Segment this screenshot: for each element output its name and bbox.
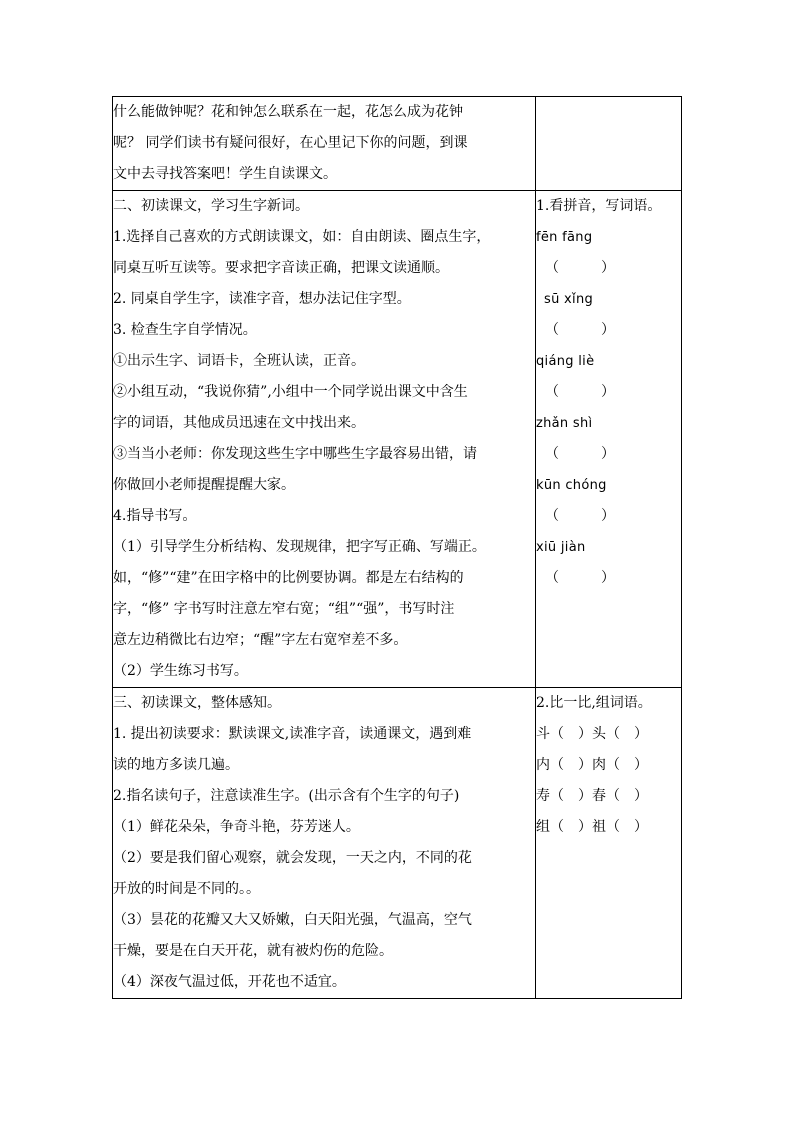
table-row-step-three xyxy=(113,688,682,999)
text-line: 文中去寻找答案吧！学生自读课文。 xyxy=(113,166,337,182)
text-line: 2. 同桌自学生字，读准字音，想办法记住字型。 xyxy=(113,291,411,307)
exercise-cell-pinyin xyxy=(536,191,682,688)
text-line: ③当当小老师：你发现这些生字中哪些生字最容易出错，请 xyxy=(113,446,477,462)
text-line: （4）深夜气温过低，开花也不适宜。 xyxy=(113,974,346,990)
answer-blank: （ ） xyxy=(545,508,615,524)
text-line: 1.选择自己喜欢的方式朗读课文，如：自由朗读、圈点生字， xyxy=(113,229,491,245)
text-line: 你做回小老师提醒提醒大家。 xyxy=(113,477,295,493)
text-line: ①出示生字、词语卡，全班认读，正音。 xyxy=(113,353,365,369)
text-line: （1）引导学生分析结构、发现规律，把字写正确、写端正。 xyxy=(113,539,486,555)
text-line: 开放的时间是不同的。。 xyxy=(113,881,260,897)
exercise-title: 1.看拼音，写词语。 xyxy=(536,198,662,214)
compare-row: 寿（ ）春（ ） xyxy=(536,788,648,804)
section-heading: 三、初读课文，整体感知。 xyxy=(113,695,281,711)
answer-blank: （ ） xyxy=(545,570,615,586)
text-line: （1）鲜花朵朵，争奇斗艳，芬芳迷人。 xyxy=(113,819,360,835)
text-line: ②小组互动，“我说你猜”,小组中一个同学说出课文中含生 xyxy=(113,384,468,400)
table-row-step-two xyxy=(113,191,682,688)
text-line: 读的地方多读几遍。 xyxy=(113,757,239,773)
compare-row: 斗（ ）头（ ） xyxy=(536,726,648,742)
text-line: （2）学生练习书写。 xyxy=(113,663,248,679)
table-row-intro xyxy=(113,97,682,191)
pinyin-prompt: fēn fāng xyxy=(536,230,593,245)
exercise-cell-empty xyxy=(536,97,682,191)
exercise-cell-compare xyxy=(536,688,682,999)
process-cell xyxy=(113,191,536,688)
section-heading: 二、初读课文，学习生字新词。 xyxy=(113,198,309,214)
answer-blank: （ ） xyxy=(545,446,615,462)
text-line: 1. 提出初读要求：默读课文,读准字音，读通课文，遇到难 xyxy=(113,726,472,742)
exercise-title: 2.比一比,组词语。 xyxy=(536,695,652,711)
text-line: 4.指导书写。 xyxy=(113,508,197,524)
process-cell xyxy=(113,688,536,999)
pinyin-prompt: zhǎn shì xyxy=(536,416,593,431)
text-line: 干燥，要是在白天开花，就有被灼伤的危险。 xyxy=(113,943,393,959)
text-line: （2）要是我们留心观察，就会发现，一天之内，不同的花 xyxy=(113,850,472,866)
text-line: 如，“修”“建”在田字格中的比例要协调。都是左右结构的 xyxy=(113,570,464,586)
pinyin-prompt: kūn chóng xyxy=(536,478,607,493)
compare-row: 内（ ）肉（ ） xyxy=(536,757,648,773)
compare-row: 组（ ）祖（ ） xyxy=(536,819,648,835)
answer-blank: （ ） xyxy=(545,260,615,276)
text-line: 呢？ 同学们读书有疑问很好，在心里记下你的问题，到课 xyxy=(113,135,468,151)
process-cell xyxy=(113,97,536,191)
pinyin-prompt: xiū jiàn xyxy=(536,540,586,555)
text-line: （3）昙花的花瓣又大又娇嫩，白天阳光强，气温高，空气 xyxy=(113,912,472,928)
pinyin-prompt: qiáng liè xyxy=(536,354,595,369)
text-line: 什么能做钟呢？花和钟怎么联系在一起，花怎么成为花钟 xyxy=(113,104,463,120)
text-line: 意左边稍微比右边窄；“醒”字左右宽窄差不多。 xyxy=(113,632,408,648)
answer-blank: （ ） xyxy=(545,322,615,338)
pinyin-prompt: sū xǐng xyxy=(544,292,594,307)
answer-blank: （ ） xyxy=(545,384,615,400)
text-line: 3. 检查生字自学情况。 xyxy=(113,322,257,338)
text-line: 同桌互听互读等。要求把字音读正确，把课文读通顺。 xyxy=(113,260,449,276)
lesson-plan-table xyxy=(112,96,682,999)
text-line: 2.指名读句子，注意读准生字。(出示含有个生字的句子) xyxy=(113,788,460,804)
text-line: 字的词语，其他成员迅速在文中找出来。 xyxy=(113,415,365,431)
text-line: 字，“修” 字书写时注意左窄右宽；“组”“强”，书写时注 xyxy=(113,601,455,617)
